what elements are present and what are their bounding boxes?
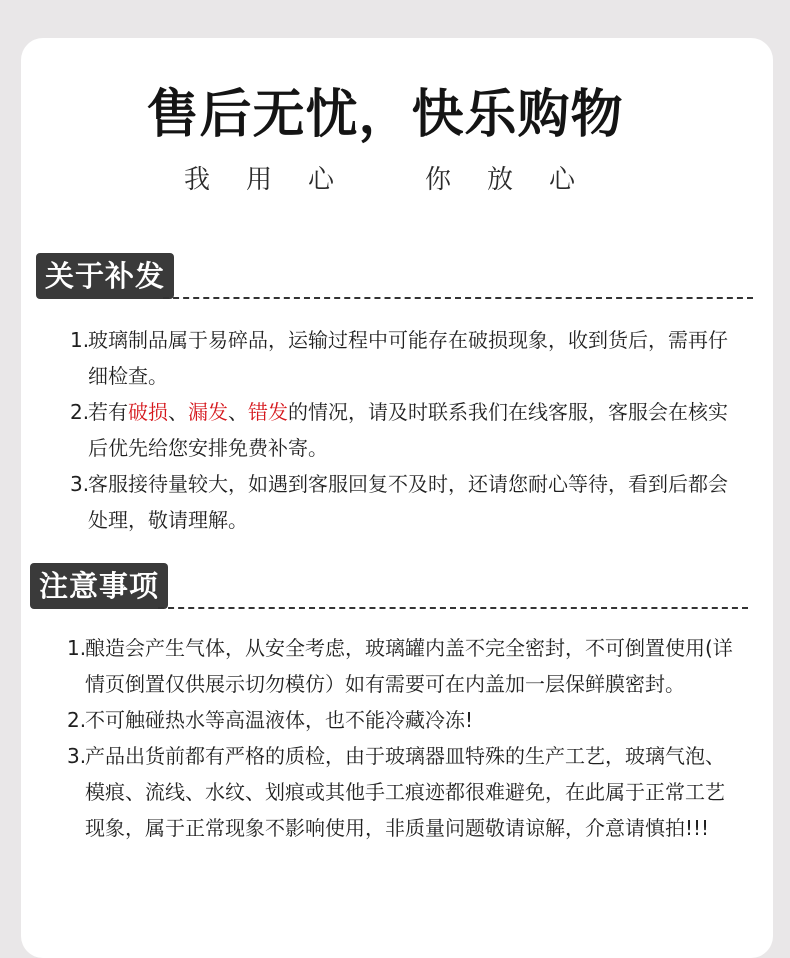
- notes-item-3-number: 3.: [67, 744, 87, 768]
- reissue-item-1-number: 1.: [70, 328, 90, 352]
- highlight-missing: 漏发: [188, 400, 228, 424]
- notes-item-2: [67, 702, 737, 738]
- reissue-item-1-text: 玻璃制品属于易碎品，运输过程中可能存在破损现象，收到货后，需再仔细检查。: [88, 328, 728, 388]
- notes-item-3-text: 产品出货前都有严格的质检，由于玻璃器皿特殊的生产工艺，玻璃气泡、模痕、流线、水纹、划痕或其他手工痕迹都很难避免，在此属于正常工艺现象，属于正常现象不影响使用，非质量问题敬请谅解，介意请慎拍!!!: [85, 744, 725, 840]
- notes-item-1-number: 1.: [67, 636, 87, 660]
- notes-item-1-text: 酿造会产生气体，从安全考虑，玻璃罐内盖不完全密封，不可倒置使用(详情页倒置仅供展示切勿模仿）如有需要可在内盖加一层保鲜膜密封。: [85, 636, 733, 696]
- reissue-item-2-sep-2: 、: [228, 400, 248, 424]
- reissue-item-2-prefix: 若有: [88, 400, 128, 424]
- reissue-item-3: [70, 466, 730, 538]
- highlight-damaged: 破损: [128, 400, 168, 424]
- reissue-item-2-number: 2.: [70, 400, 90, 424]
- notes-item-1: [67, 630, 737, 702]
- reissue-item-2-sep-1: 、: [168, 400, 188, 424]
- reissue-item-2: [70, 394, 730, 466]
- section-title-reissue: 关于补发: [36, 253, 174, 299]
- notes-item-2-number: 2.: [67, 708, 87, 732]
- subtitle-right: 你放心: [425, 165, 612, 195]
- notes-item-3: [67, 738, 737, 846]
- reissue-list: [70, 322, 730, 538]
- section-divider-notes: [158, 607, 748, 609]
- page-title: 售后无忧，快乐购物: [146, 85, 624, 145]
- reissue-item-3-number: 3.: [70, 472, 90, 496]
- notes-list: [67, 630, 737, 846]
- highlight-wrong: 错发: [248, 400, 288, 424]
- reissue-item-1: [70, 322, 730, 394]
- notes-item-2-text: 不可触碰热水等高温液体，也不能冷藏冷冻!: [85, 708, 474, 732]
- reissue-item-3-text: 客服接待量较大，如遇到客服回复不及时，还请您耐心等待，看到后都会处理，敬请理解。: [88, 472, 728, 532]
- section-divider-reissue: [163, 297, 753, 299]
- subtitle-left: 我用心: [184, 165, 371, 195]
- section-title-notes: 注意事项: [30, 563, 168, 609]
- reissue-item-2-suffix: 的情况，请及时联系我们在线客服，客服会在核实后优先给您安排免费补寄。: [88, 400, 728, 460]
